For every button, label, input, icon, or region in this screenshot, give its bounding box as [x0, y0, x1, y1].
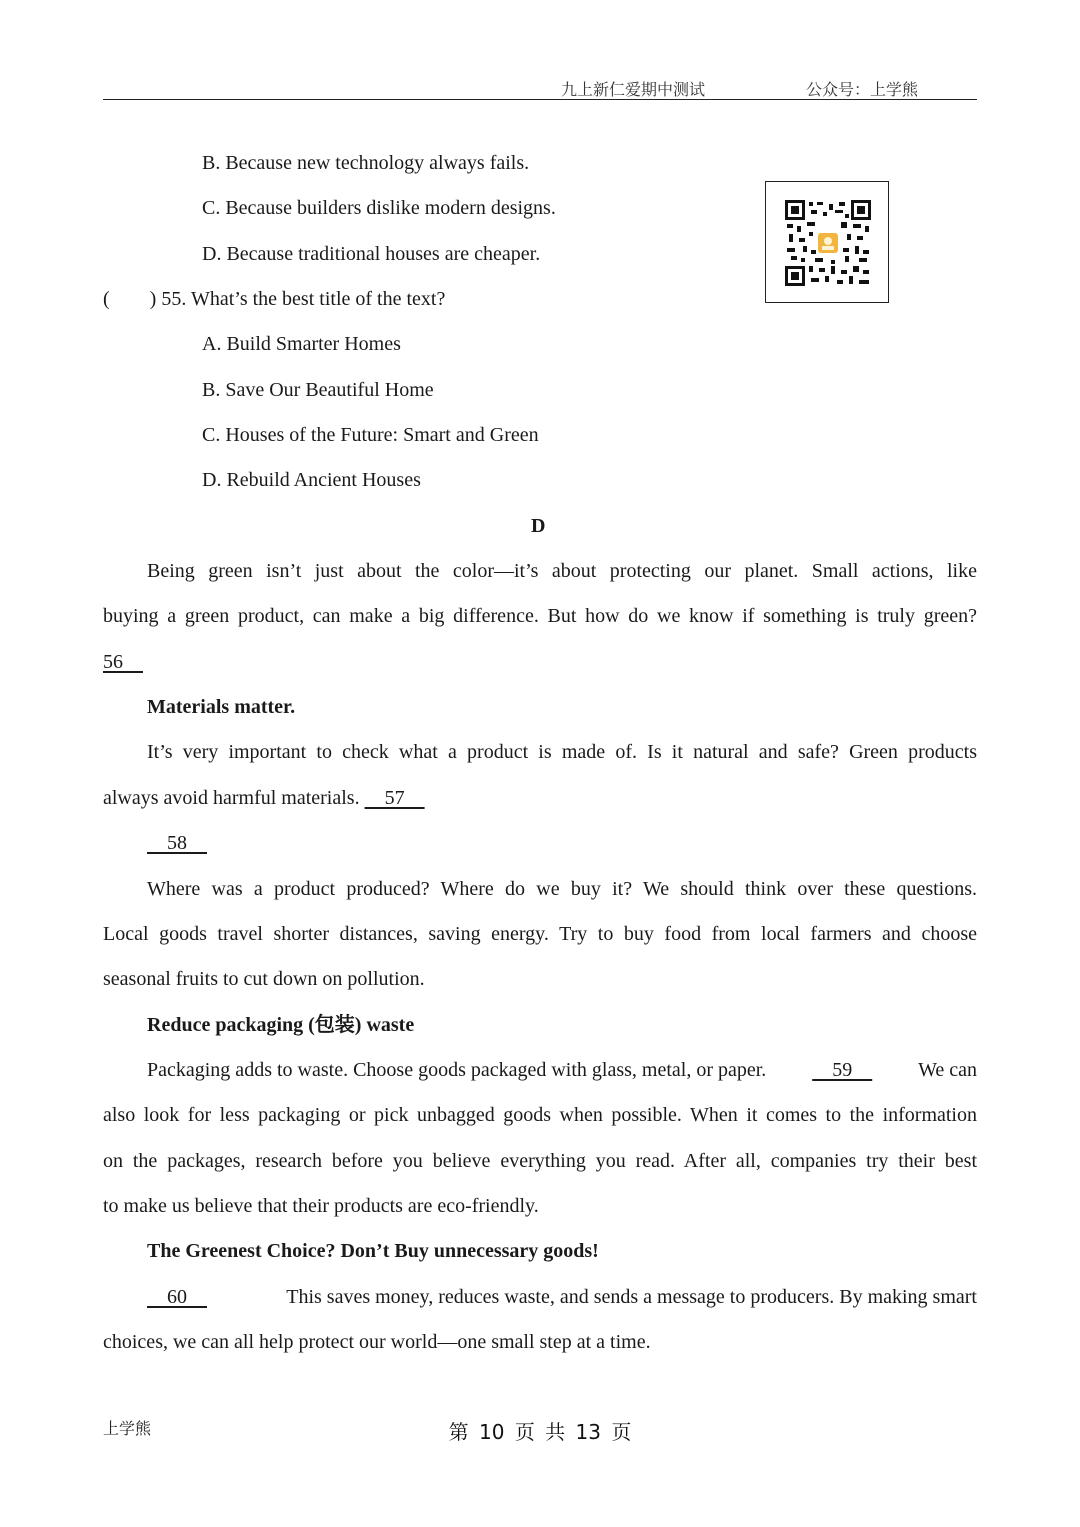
- packaging-line-3: on the packages, research before you believe everything you read. After all, companies try their best: [103, 1150, 977, 1172]
- page-number: 第 10 页 共 13 页: [448, 1420, 632, 1444]
- header-title: 九上新仁爱期中测试: [561, 80, 706, 99]
- qr-code: [765, 181, 889, 303]
- blank-60: 60: [147, 1286, 207, 1308]
- materials-line-1: It’s very important to check what a product is made of. Is it natural and safe? Green products: [147, 741, 977, 763]
- local-line-2: Local goods travel shorter distances, saving energy. Try to buy food from local farmers and choose: [103, 923, 977, 945]
- question-55: [103, 286, 445, 312]
- choice-line-1: [147, 1284, 977, 1310]
- local-line-3: seasonal fruits to cut down on pollution.: [103, 968, 425, 990]
- choice-heading: The Greenest Choice? Don’t Buy unnecessary goods!: [147, 1240, 599, 1262]
- question-55-text: 55. What’s the best title of the text?: [161, 288, 446, 310]
- blank-58: 58: [147, 832, 207, 854]
- option-c-prev: C. Because builders dislike modern designs.: [202, 197, 556, 219]
- packaging-line-1-end: We can: [918, 1059, 977, 1081]
- footer-brand: 上学熊: [103, 1419, 152, 1438]
- intro-line-1: Being green isn’t just about the color—it’s about protecting our planet. Small actions, like: [147, 560, 977, 582]
- packaging-line-4: to make us believe that their products are eco-friendly.: [103, 1195, 539, 1217]
- choice-line-2: choices, we can all help protect our world—one small step at a time.: [103, 1331, 651, 1353]
- intro-line-2: buying a green product, can make a big difference. But how do we know if something is truly green?: [103, 605, 977, 627]
- q55-option-d: D. Rebuild Ancient Houses: [202, 469, 421, 491]
- qr-code-icon: [785, 200, 871, 286]
- materials-line-2-text: always avoid harmful materials.: [103, 787, 360, 809]
- blank-59: 59: [812, 1059, 873, 1081]
- choice-line-1-text: This saves money, reduces waste, and sends a message to producers. By making smart: [286, 1286, 977, 1308]
- q55-option-b: B. Save Our Beautiful Home: [202, 379, 434, 401]
- packaging-line-1-text: Packaging adds to waste. Choose goods packaged with glass, metal, or paper.: [147, 1059, 767, 1081]
- materials-line-2: [103, 785, 425, 811]
- blank-56-label: 56: [103, 651, 143, 673]
- q55-option-a: A. Build Smarter Homes: [202, 333, 401, 355]
- blank-58-line: [147, 830, 207, 856]
- answer-parenthesis[interactable]: ( ): [103, 288, 157, 310]
- option-d-prev: D. Because traditional houses are cheaper.: [202, 243, 541, 265]
- q55-option-c: C. Houses of the Future: Smart and Green: [202, 424, 539, 446]
- header-divider: [103, 99, 977, 100]
- packaging-line-2: also look for less packaging or pick unbagged goods when possible. When it comes to the information: [103, 1104, 977, 1126]
- blank-57: 57: [364, 787, 425, 809]
- local-line-1: Where was a product produced? Where do we buy it? We should think over these questions.: [147, 878, 977, 900]
- packaging-heading: Reduce packaging (包装) waste: [147, 1014, 415, 1036]
- header-account: 公众号：上学熊: [806, 80, 919, 99]
- materials-heading: Materials matter.: [147, 696, 296, 718]
- section-heading: D: [531, 515, 546, 537]
- packaging-line-1: [147, 1057, 977, 1083]
- blank-56: [103, 649, 143, 675]
- option-b-prev: B. Because new technology always fails.: [202, 152, 530, 174]
